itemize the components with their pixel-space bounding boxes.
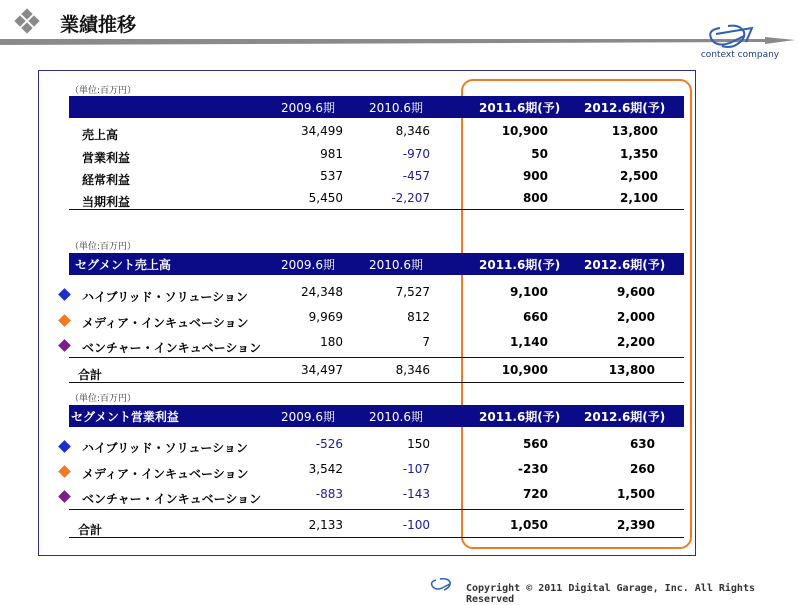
col-2012: 2012.6期(予) bbox=[584, 101, 666, 115]
col-2010: 2010.6期 bbox=[369, 101, 423, 115]
col-2011: 2011.6期(予) bbox=[479, 101, 561, 115]
table2-title: セグメント売上高 bbox=[75, 258, 171, 272]
table3-bottom-rule bbox=[69, 537, 684, 538]
page-title: 業績推移 bbox=[60, 14, 137, 36]
table3-header: セグメント営業利益 2009.6期 2010.6期 2011.6期(予) 2012.6期(予) bbox=[69, 405, 684, 427]
footer-logo-icon bbox=[428, 577, 460, 595]
table2-divider bbox=[69, 357, 684, 358]
header-arrow-line bbox=[0, 37, 800, 57]
unit-label: （単位:百万円） bbox=[70, 242, 137, 252]
table2-header: セグメント売上高 2009.6期 2010.6期 2011.6期(予) 2012.6期(予) bbox=[69, 253, 684, 275]
table1-bottom-rule bbox=[69, 209, 684, 210]
table1-header bbox=[69, 96, 684, 118]
header-diamonds-icon bbox=[8, 8, 52, 38]
logo-text: context company bbox=[700, 50, 780, 60]
table3-divider bbox=[69, 509, 684, 510]
table2-bottom-rule bbox=[69, 382, 684, 383]
copyright-text: Copyright © 2011 Digital Garage, Inc. All Rights Reserved bbox=[466, 583, 755, 605]
col-2009: 2009.6期 bbox=[281, 101, 335, 115]
unit-label: （単位:百万円） bbox=[70, 86, 137, 96]
table3-title: セグメント営業利益 bbox=[71, 410, 179, 424]
unit-label: （単位:百万円） bbox=[70, 394, 137, 404]
